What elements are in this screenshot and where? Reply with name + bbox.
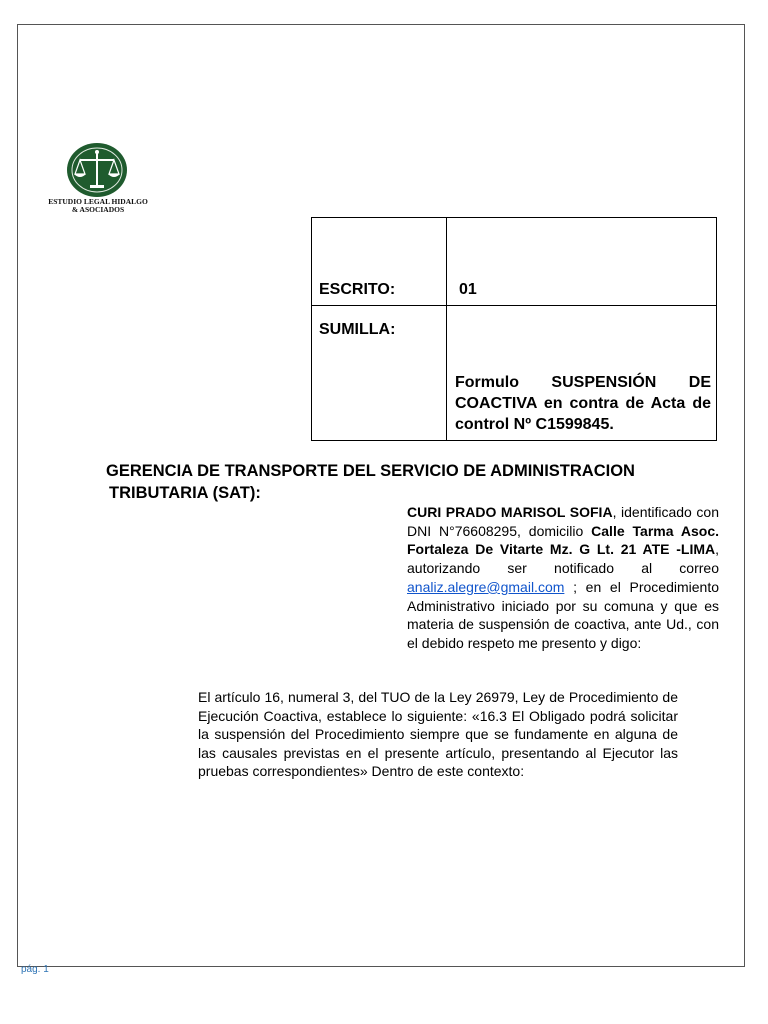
party-text-1: , identificado con DNI N°76608295, domicilio [407,504,719,539]
party-text-3: ; en el Procedimiento Administrativo iniciado por su comuna y que es materia de suspensión de coactiva, ante Ud., con el debido respeto me presento y digo: [407,578,719,651]
sumilla-label-cell [312,306,447,441]
header-table [311,217,717,441]
party-identification [407,503,719,653]
escrito-value-cell [447,218,717,306]
addressee-heading [106,460,726,504]
firm-logo [42,142,152,217]
body-paragraph: El artículo 16, numeral 3, del TUO de la Ley 26979, Ley de Procedimiento de Ejecución Coactiva, establece lo siguiente: «16.3 El Obligado podrá solicitar la suspensión del Procedimiento siempre que se fundamente en alguna de las causales previstas en el presente artículo, presentando al Ejecutor las pruebas correspondientes» Dentro de este contexto: [198,689,678,779]
escrito-label-cell [312,218,447,306]
escrito-label: ESCRITO: [319,281,396,298]
firm-name: ESTUDIO LEGAL HIDALGO & ASOCIADOS [48,197,148,214]
addressee-line-2: TRIBUTARIA (SAT): [109,484,261,502]
party-name: CURI PRADO MARISOL SOFIA [407,504,613,520]
party-text-2: , autorizando ser notificado al correo [407,541,719,577]
sumilla-text: Formulo SUSPENSIÓN DE COACTIVA en contra de Acta de control Nº C1599845. [455,374,711,433]
escrito-value: 01 [459,281,477,298]
party-address: Calle Tarma Asoc. Fortaleza De Vitarte Mz. G Lt. 21 ATE -LIMA [407,522,719,558]
email-link[interactable]: analiz.alegre@gmail.com [407,578,565,595]
page-number: pág. 1 [21,964,49,975]
sumilla-value-cell [447,306,717,441]
sumilla-label: SUMILLA: [319,321,396,338]
addressee-line-1: GERENCIA DE TRANSPORTE DEL SERVICIO DE ADMINISTRACION [106,462,635,480]
scales-of-justice-icon [66,142,128,198]
